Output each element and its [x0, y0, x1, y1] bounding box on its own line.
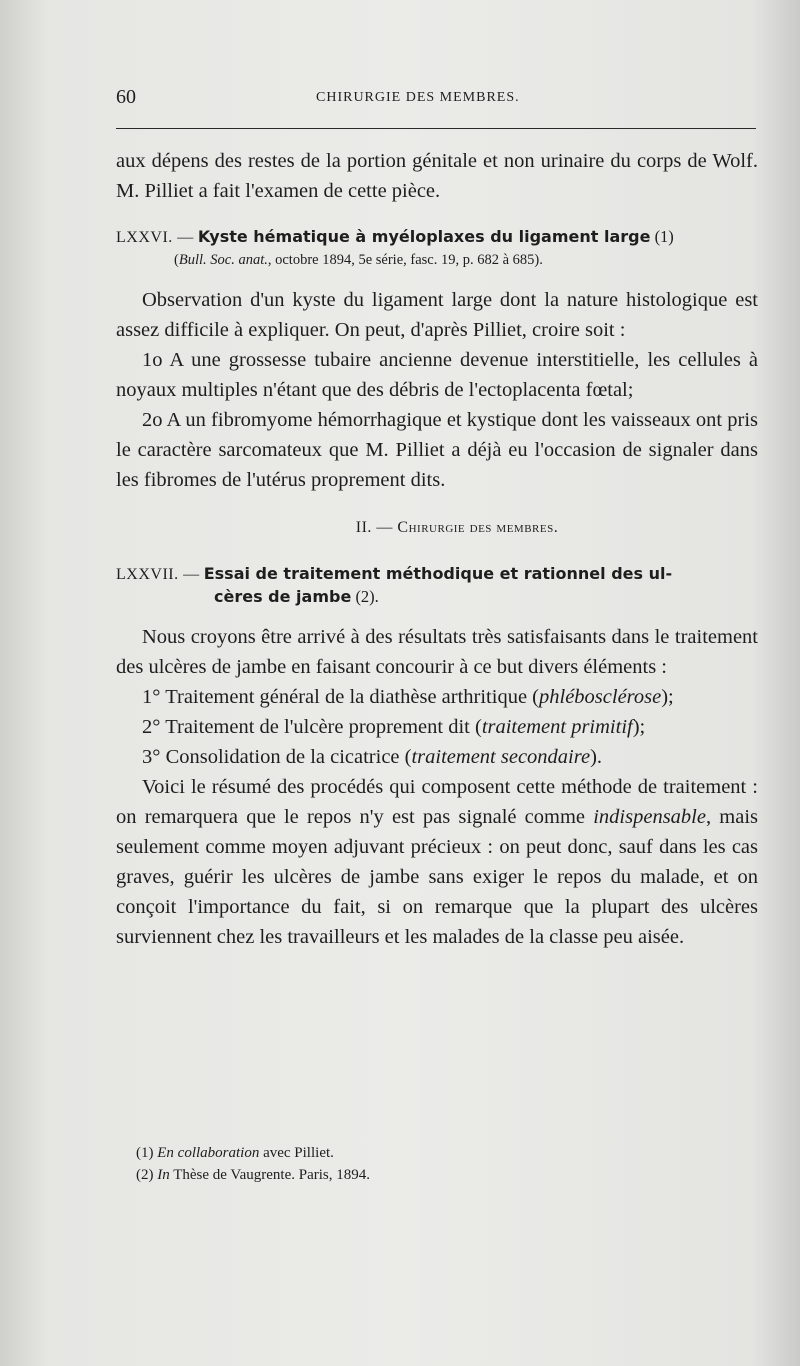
entry-number: LXXVI. —	[116, 229, 194, 246]
entry-title-line2: cères de jambe	[214, 587, 352, 606]
entry-reference: (Bull. Soc. anat., octobre 1894, 5e série, fasc. 19, p. 682 à 685).	[174, 252, 543, 268]
page-number: 60	[116, 86, 136, 108]
list-item: 3° Consolidation de la cicatrice (traitement secondaire).	[142, 746, 603, 768]
reference-details: , octobre 1894, 5e série, fasc. 19, p. 682 à 685).	[267, 252, 543, 268]
running-head: CHIRURGIE DES MEMBRES.	[316, 90, 520, 105]
journal-name: Bull. Soc. anat.	[178, 252, 268, 268]
paragraph-observation: Observation d'un kyste du ligament large dont la nature histologique est assez difficile à expliquer. On peut, d'après Pilliet, croire soit :	[116, 289, 758, 341]
footnote-ref: (1)	[654, 227, 674, 246]
section-title: Chirurgie des membres.	[397, 519, 559, 536]
footnote-ref: (2).	[355, 587, 379, 606]
entry-lxxvi	[116, 226, 758, 271]
entry-title: Kyste hématique à myéloplaxes du ligament large	[197, 227, 651, 246]
section-heading	[116, 513, 758, 543]
footnote-2: (2) In Thèse de Vaugrente. Paris, 1894.	[136, 1167, 370, 1183]
paragraph-hypothesis-1: 1o A une grossesse tubaire ancienne devenue interstitielle, les cellules à noyaux multiples n'étant que des débris de l'ectoplacenta fœtal;	[116, 349, 758, 401]
italic-term: indispensable	[593, 806, 706, 828]
paragraph-hypothesis-2: 2o A un fibromyome hémorrhagique et kystique dont les vaisseaux ont pris le caractère sarcomateux que M. Pilliet a déjà eu l'occasion de signaler dans les fibromes de l'utérus proprement dits.	[116, 409, 758, 491]
page-body	[116, 146, 758, 952]
list-item: 2° Traitement de l'ulcère proprement dit (traitement primitif);	[142, 716, 646, 738]
section-number: II. —	[355, 519, 393, 536]
entry-lxxvii	[116, 563, 758, 608]
entry-number: LXXVII. —	[116, 566, 200, 583]
footnote-1: (1) En collaboration avec Pilliet.	[136, 1145, 334, 1161]
page-header	[116, 86, 756, 110]
paragraph-voici: Voici le résumé des procédés qui composent cette méthode de traitement : on remarquera que le repos n'y est pas signalé comme indispensable, mais seulement comme moyen adjuvant précieux : on peut donc, sauf dans les cas graves, guérir les ulcères de jambe sans exiger le repos du malade, et on conçoit l'importance du fait, si on remarque que la plupart des ulcères surviennent chez les travailleurs et les malades de la classe peu aisée.	[116, 776, 759, 948]
paragraph-intro: aux dépens des restes de la portion génitale et non urinaire du corps de Wolf. M. Pilliet a fait l'examen de cette pièce.	[116, 150, 758, 202]
entry-title-line1: Essai de traitement méthodique et rationnel des ul-	[203, 564, 673, 583]
list-item: 1° Traitement général de la diathèse arthritique (phlébosclérose);	[142, 686, 674, 708]
paragraph-nous: Nous croyons être arrivé à des résultats très satisfaisants dans le traitement des ulcères de jambe en faisant concourir à ce but divers éléments :	[116, 626, 758, 678]
footnotes	[136, 1142, 736, 1186]
header-rule	[116, 128, 756, 129]
